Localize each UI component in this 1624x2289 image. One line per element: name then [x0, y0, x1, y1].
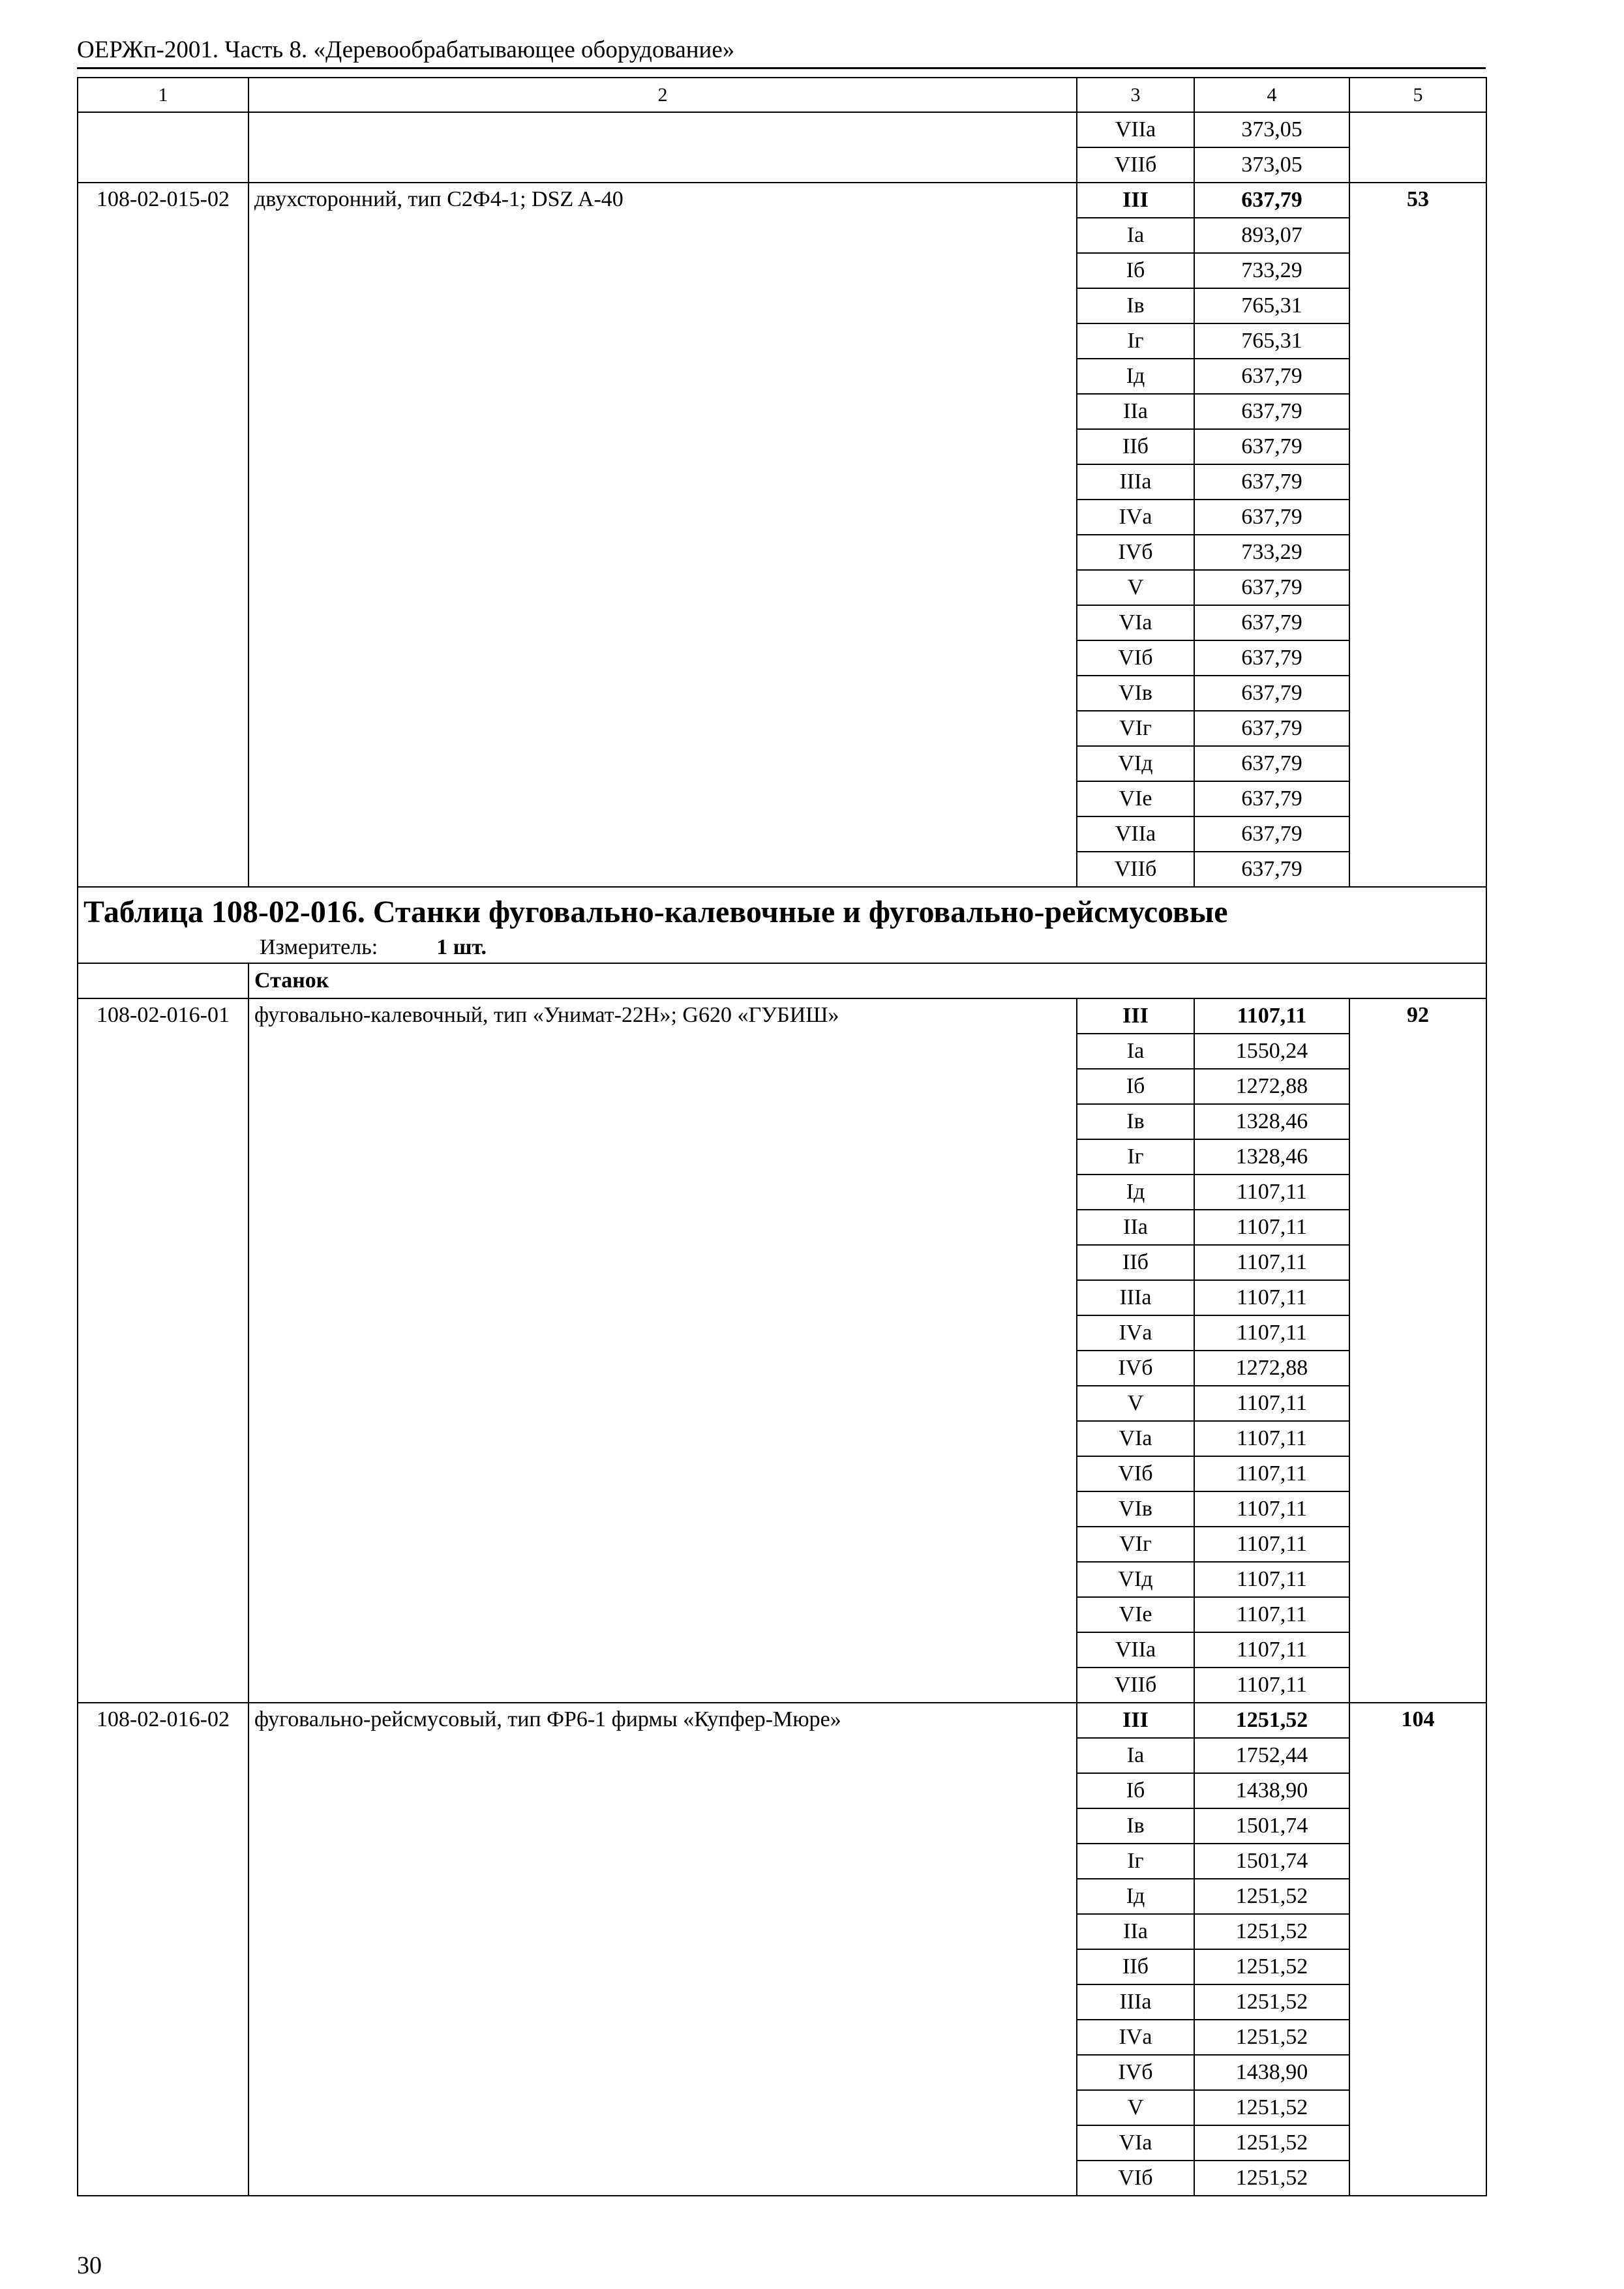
price-value: 637,79	[1194, 781, 1349, 816]
region-code: Iг	[1077, 1844, 1194, 1879]
price-value: 637,79	[1194, 570, 1349, 605]
price-value: 1752,44	[1194, 1738, 1349, 1773]
region-code: IVа	[1077, 1315, 1194, 1351]
price-value: 1272,88	[1194, 1069, 1349, 1104]
column-number-row	[78, 78, 1486, 112]
column-number: 5	[1349, 78, 1486, 112]
region-code: Iб	[1077, 253, 1194, 288]
region-code: VIIа	[1077, 112, 1194, 147]
region-code: IVб	[1077, 1351, 1194, 1386]
region-code: VIе	[1077, 1597, 1194, 1632]
region-code: Iд	[1077, 1879, 1194, 1914]
region-code: VIв	[1077, 676, 1194, 711]
price-value: 765,31	[1194, 323, 1349, 359]
region-code: Iб	[1077, 1069, 1194, 1104]
price-value: 1251,52	[1194, 2020, 1349, 2055]
price-value: 1501,74	[1194, 1808, 1349, 1844]
column-number: 1	[78, 78, 248, 112]
region-code: IIIа	[1077, 464, 1194, 500]
price-value: 637,79	[1194, 746, 1349, 781]
region-code: Iг	[1077, 1139, 1194, 1174]
price-value: 637,79	[1194, 500, 1349, 535]
section-label: Станок	[248, 963, 1486, 998]
region-code: Iв	[1077, 1104, 1194, 1139]
price-value: 637,79	[1194, 394, 1349, 429]
price-value: 1107,11	[1194, 1456, 1349, 1491]
item-code	[78, 112, 248, 183]
item-description: фуговально-калевочный, тип «Унимат-22Н»; G620 «ГУБИШ»	[248, 998, 1077, 1703]
price-value: 733,29	[1194, 253, 1349, 288]
price-value: 1251,52	[1194, 2161, 1349, 2196]
price-value: 733,29	[1194, 535, 1349, 570]
item-description	[248, 112, 1077, 183]
region-code: IIIа	[1077, 1984, 1194, 2020]
item-description: двухсторонний, тип С2Ф4-1; DSZ A-40	[248, 183, 1077, 887]
price-value: 637,79	[1194, 183, 1349, 218]
region-code: IVб	[1077, 535, 1194, 570]
unit-line	[83, 936, 1481, 959]
region-code: VIIб	[1077, 147, 1194, 183]
region-code: VIIб	[1077, 1668, 1194, 1703]
region-code: VIIа	[1077, 816, 1194, 852]
section-row	[78, 963, 1486, 998]
price-value: 637,79	[1194, 816, 1349, 852]
region-code: IVб	[1077, 2055, 1194, 2090]
region-code: IIб	[1077, 1949, 1194, 1984]
region-code: IVа	[1077, 2020, 1194, 2055]
region-code: IIа	[1077, 1210, 1194, 1245]
price-value: 1251,52	[1194, 2090, 1349, 2125]
price-value: 1251,52	[1194, 1879, 1349, 1914]
price-value: 637,79	[1194, 711, 1349, 746]
price-value: 893,07	[1194, 218, 1349, 253]
region-code: VIа	[1077, 2125, 1194, 2161]
region-code: VIг	[1077, 711, 1194, 746]
price-value: 1107,11	[1194, 1245, 1349, 1280]
region-code: VIе	[1077, 781, 1194, 816]
region-code: VIа	[1077, 605, 1194, 640]
price-value: 1438,90	[1194, 2055, 1349, 2090]
price-value: 373,05	[1194, 112, 1349, 147]
region-code: V	[1077, 570, 1194, 605]
price-value: 637,79	[1194, 640, 1349, 676]
region-code: Iд	[1077, 1174, 1194, 1210]
price-value: 1107,11	[1194, 1386, 1349, 1421]
region-code: VIд	[1077, 746, 1194, 781]
item-code: 108-02-016-02	[78, 1703, 248, 2196]
region-code: Iа	[1077, 1738, 1194, 1773]
unit-label: Измеритель:	[260, 935, 378, 960]
item-code: 108-02-016-01	[78, 998, 248, 1703]
price-value: 637,79	[1194, 605, 1349, 640]
price-value: 1107,11	[1194, 1315, 1349, 1351]
table-title: Таблица 108-02-016. Станки фуговально-калевочные и фуговально-рейсмусовые	[83, 895, 1228, 929]
price-value: 1107,11	[1194, 1421, 1349, 1456]
price-value: 373,05	[1194, 147, 1349, 183]
region-code: VIв	[1077, 1491, 1194, 1527]
price-value: 1438,90	[1194, 1773, 1349, 1808]
region-code: IIб	[1077, 1245, 1194, 1280]
region-code: Iб	[1077, 1773, 1194, 1808]
region-code: VIб	[1077, 2161, 1194, 2196]
region-code: V	[1077, 1386, 1194, 1421]
region-code: IIа	[1077, 394, 1194, 429]
price-value: 637,79	[1194, 464, 1349, 500]
price-table	[77, 77, 1487, 2196]
price-value: 1251,52	[1194, 1949, 1349, 1984]
table-title-row	[78, 887, 1486, 963]
region-code: IVа	[1077, 500, 1194, 535]
price-value: 1107,11	[1194, 1210, 1349, 1245]
price-value: 1251,52	[1194, 1984, 1349, 2020]
item-number: 92	[1349, 998, 1486, 1703]
region-code: VIа	[1077, 1421, 1194, 1456]
price-value: 1251,52	[1194, 2125, 1349, 2161]
region-code: Iа	[1077, 1034, 1194, 1069]
column-number: 3	[1077, 78, 1194, 112]
item-number: 53	[1349, 183, 1486, 887]
item-number	[1349, 112, 1486, 183]
region-code: VIг	[1077, 1527, 1194, 1562]
region-code: IIIа	[1077, 1280, 1194, 1315]
price-value: 1328,46	[1194, 1139, 1349, 1174]
price-value: 765,31	[1194, 288, 1349, 323]
item-description: фуговально-рейсмусовый, тип ФР6-1 фирмы «Купфер-Мюре»	[248, 1703, 1077, 2196]
price-value: 1272,88	[1194, 1351, 1349, 1386]
price-value: 637,79	[1194, 852, 1349, 887]
region-code: III	[1077, 998, 1194, 1034]
region-code: VIб	[1077, 1456, 1194, 1491]
region-code: IIа	[1077, 1914, 1194, 1949]
price-value: 1107,11	[1194, 1280, 1349, 1315]
region-code: Iв	[1077, 288, 1194, 323]
price-value: 1251,52	[1194, 1914, 1349, 1949]
price-value: 1107,11	[1194, 1527, 1349, 1562]
page-number: 30	[77, 2252, 102, 2279]
column-number: 4	[1194, 78, 1349, 112]
price-value: 1501,74	[1194, 1844, 1349, 1879]
item-code: 108-02-015-02	[78, 183, 248, 887]
price-value: 1328,46	[1194, 1104, 1349, 1139]
price-value: 1107,11	[1194, 1632, 1349, 1668]
region-code: VIIа	[1077, 1632, 1194, 1668]
region-code: III	[1077, 183, 1194, 218]
region-code: Iа	[1077, 218, 1194, 253]
page-header: ОЕРЖп-2001. Часть 8. «Деревообрабатывающее оборудование»	[77, 38, 1486, 69]
price-value: 1107,11	[1194, 1174, 1349, 1210]
price-value: 637,79	[1194, 429, 1349, 464]
table-row	[78, 1703, 1486, 1738]
price-value: 1107,11	[1194, 1491, 1349, 1527]
price-value: 637,79	[1194, 676, 1349, 711]
region-code: VIIб	[1077, 852, 1194, 887]
region-code: Iв	[1077, 1808, 1194, 1844]
table-row	[78, 112, 1486, 147]
price-value: 1107,11	[1194, 1597, 1349, 1632]
price-value: 1550,24	[1194, 1034, 1349, 1069]
region-code: IIб	[1077, 429, 1194, 464]
table-title-cell	[78, 887, 1486, 963]
table-row	[78, 183, 1486, 218]
price-value: 637,79	[1194, 359, 1349, 394]
table-row	[78, 998, 1486, 1034]
unit-value: 1 шт.	[436, 935, 487, 960]
column-number: 2	[248, 78, 1077, 112]
price-value: 1107,11	[1194, 998, 1349, 1034]
section-code-cell	[78, 963, 248, 998]
region-code: Iг	[1077, 323, 1194, 359]
price-value: 1107,11	[1194, 1668, 1349, 1703]
item-number: 104	[1349, 1703, 1486, 2196]
price-value: 1251,52	[1194, 1703, 1349, 1738]
region-code: III	[1077, 1703, 1194, 1738]
price-value: 1107,11	[1194, 1562, 1349, 1597]
region-code: VIд	[1077, 1562, 1194, 1597]
region-code: VIб	[1077, 640, 1194, 676]
region-code: V	[1077, 2090, 1194, 2125]
region-code: Iд	[1077, 359, 1194, 394]
